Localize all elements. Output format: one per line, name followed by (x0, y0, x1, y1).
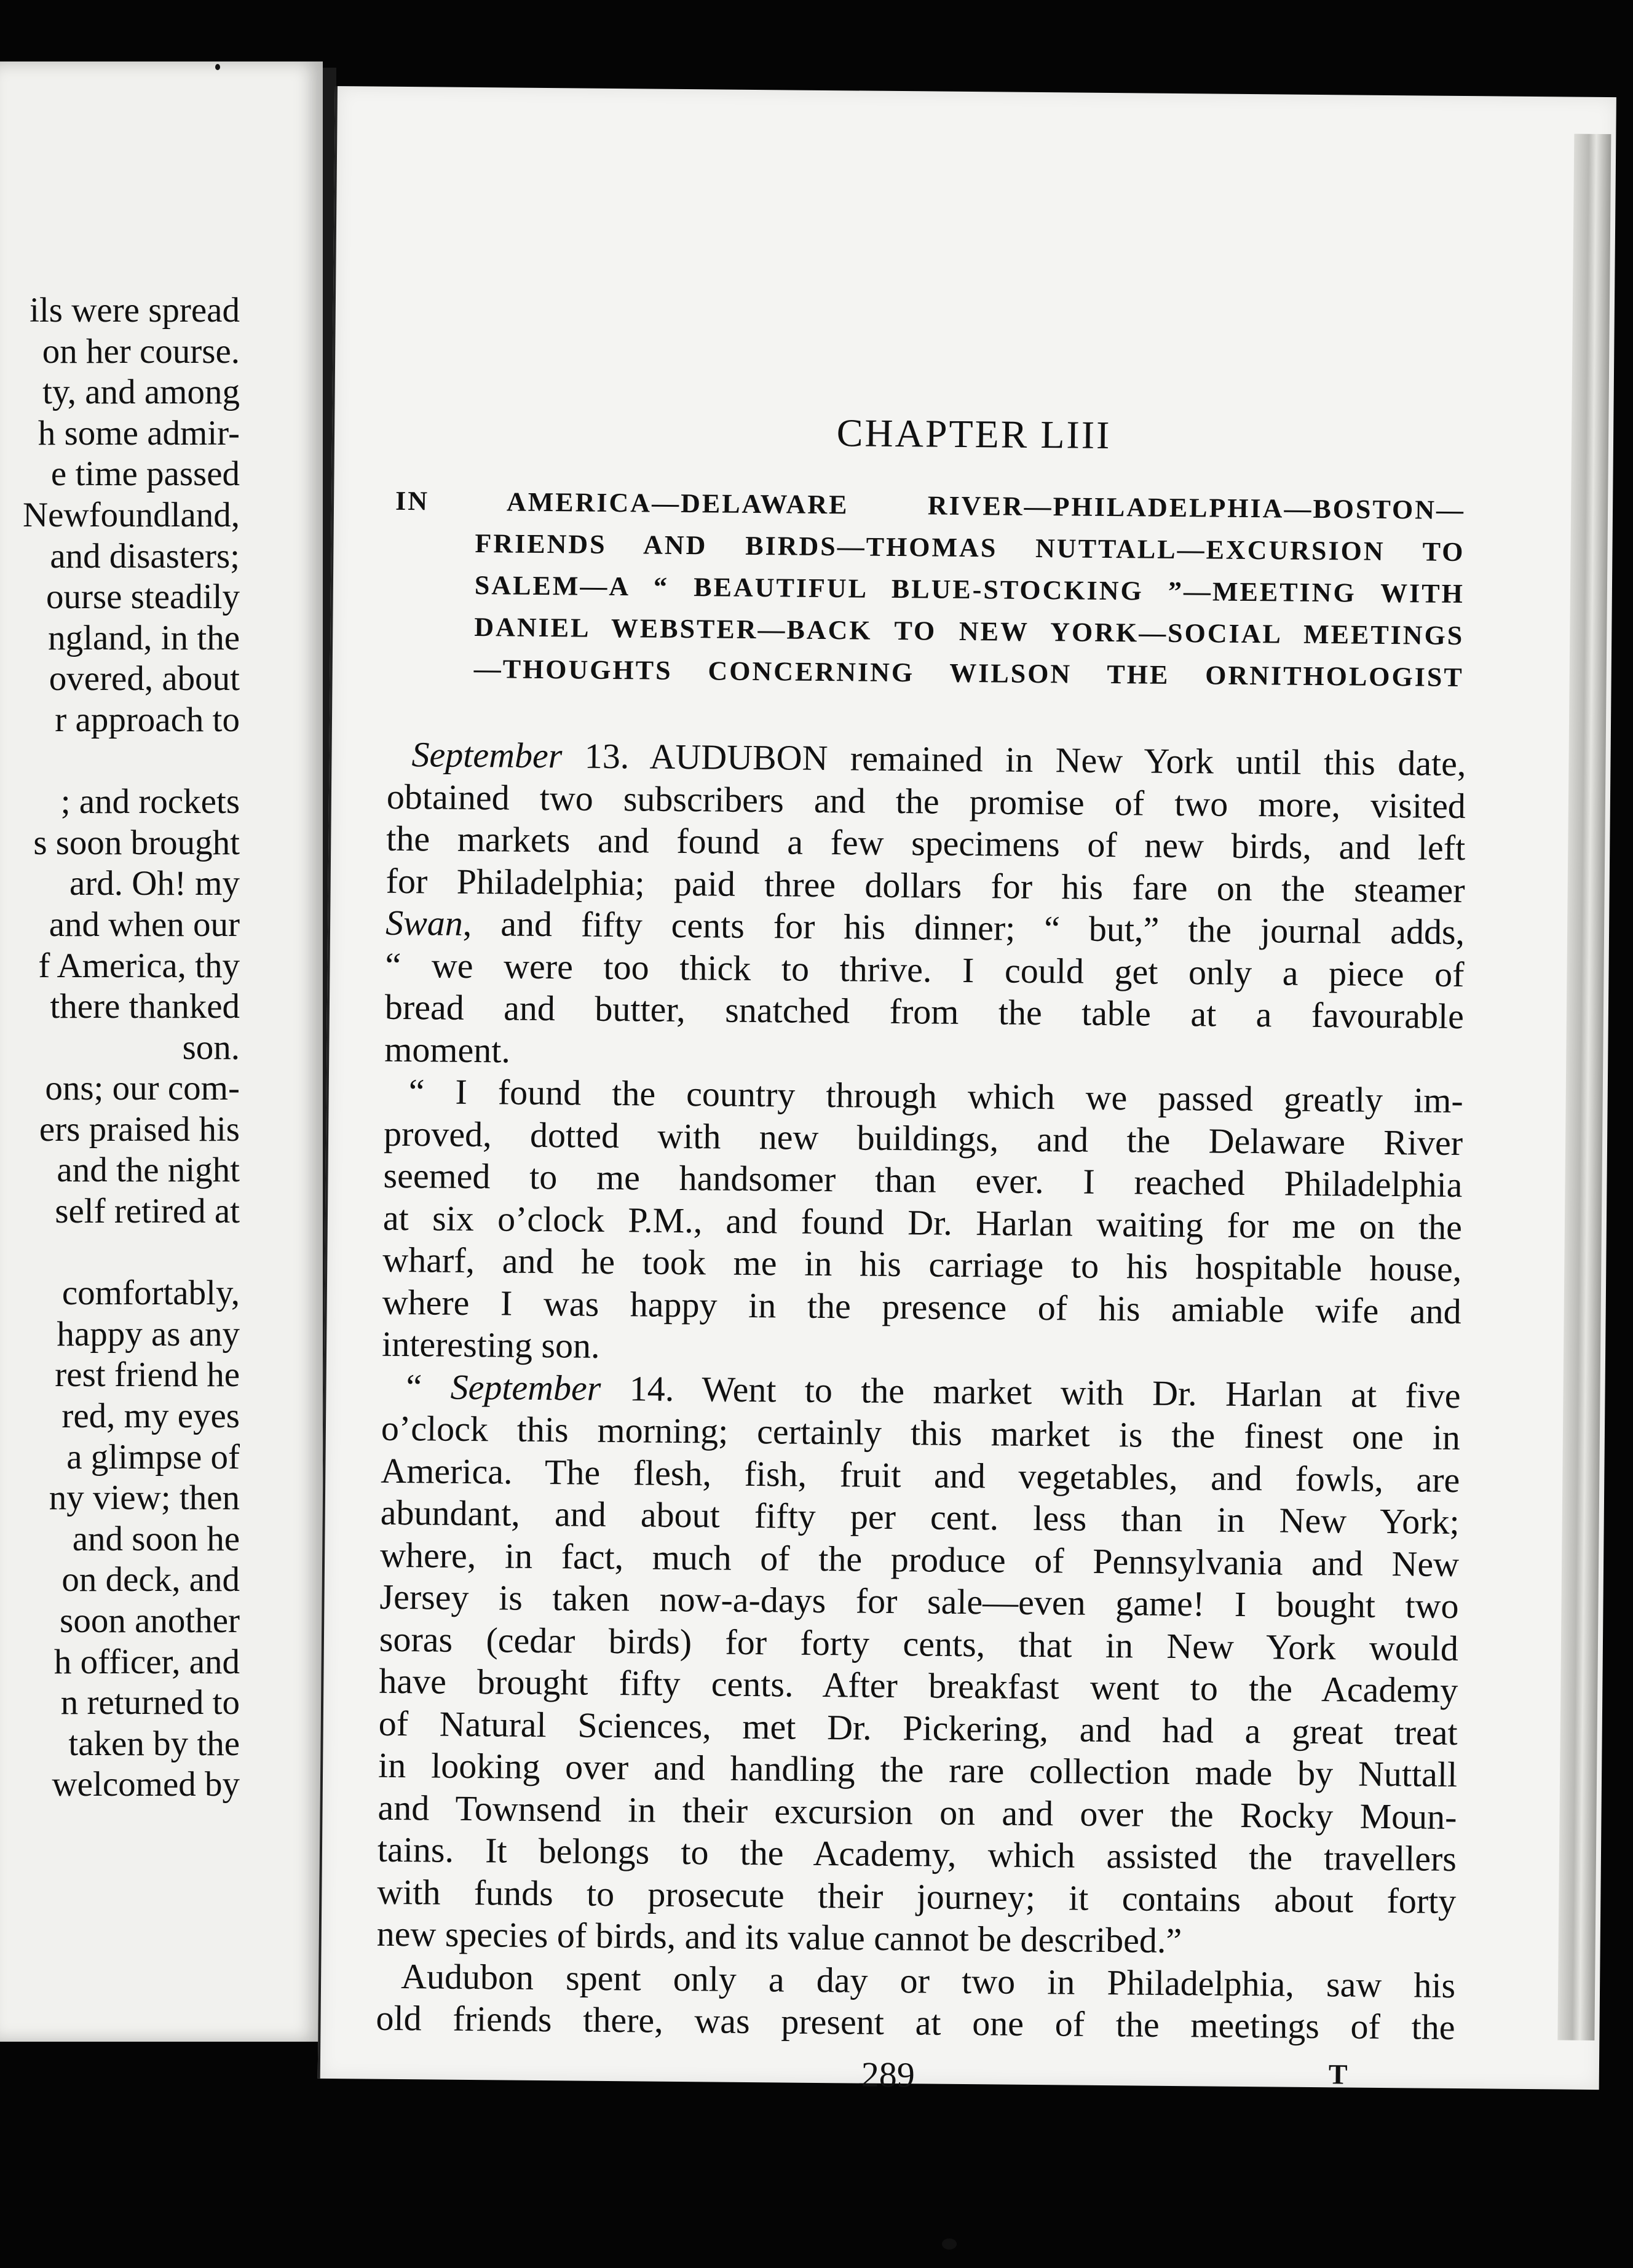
text-line: “ we were too thick to thrive. I could get only a piece of (385, 945, 1465, 994)
text-line: moment. (384, 1029, 511, 1071)
text-line: “ I found the country through which we passed greatly im- (408, 1071, 1463, 1121)
synopsis-line: SALEM—A “ BEAUTIFUL BLUE-STOCKING ”—MEETING WITH (474, 570, 1465, 609)
text-line: with funds to prosecute their journey; it contains about forty (377, 1871, 1457, 1921)
left-page-line: r approach to (55, 700, 240, 739)
dust-speck (942, 2238, 957, 2250)
left-page-line: ers praised his (39, 1109, 240, 1149)
text-line: in looking over and handling the rare collection made by Nuttall (378, 1745, 1458, 1795)
left-page-line: on her course. (42, 331, 240, 371)
text-line: bread and butter, snatched from the table at a favourable (384, 986, 1465, 1037)
text-line: tains. It belongs to the Academy, which assisted the travellers (377, 1829, 1457, 1879)
text-line: “ September 14. Went to the market with Dr. Harlan at five (406, 1366, 1461, 1416)
left-page-line: and soon he (72, 1519, 240, 1558)
paragraph (382, 1071, 1463, 1375)
text-line: and Townsend in their excursion on and over the Rocky Moun- (378, 1787, 1457, 1837)
text-line: interesting son. (381, 1323, 600, 1366)
text-line: soras (cedar birds) for forty cents, that in New York would (379, 1619, 1459, 1668)
left-page (0, 61, 323, 2042)
left-page-line: h some admir- (38, 413, 240, 453)
text-line: where, in fact, much of the produce of Pennsylvania and New (379, 1534, 1460, 1584)
left-page-line: taken by the (68, 1724, 240, 1763)
synopsis-line: FRIENDS AND BIRDS—THOMAS NUTTALL—EXCURSION TO (475, 528, 1465, 568)
left-page-line: ny view; then (49, 1478, 240, 1518)
left-page-line (0, 741, 323, 782)
text-line: new species of birds, and its value cannot be described.” (376, 1913, 1182, 1961)
synopsis-line: —THOUGHTS CONCERNING WILSON THE ORNITHOLOGIST (473, 654, 1464, 693)
left-page-line: and the night (57, 1151, 240, 1190)
text-line: September 13. AUDUBON remained in New York until this date, (411, 734, 1466, 784)
text-line: obtained two subscribers and the promise of two more, visited (386, 776, 1466, 826)
text-line: for Philadelphia; paid three dollars for his fare on the steamer (386, 860, 1465, 910)
left-page-line: ourse steadily (45, 577, 240, 617)
left-page-line: comfortably, (61, 1274, 240, 1313)
left-page-line: e time passed (50, 454, 240, 494)
paragraph (384, 734, 1466, 1080)
synopsis-line: DANIEL WEBSTER—BACK TO NEW YORK—SOCIAL MEETINGS (474, 612, 1465, 651)
left-page-line: welcomed by (52, 1765, 240, 1804)
left-page-line: f America, thy (38, 946, 240, 985)
paragraph (376, 1955, 1455, 2048)
left-page-line: ard. Oh! my (69, 864, 240, 903)
text-line: America. The flesh, fish, fruit and vegetables, and fowls, are (381, 1450, 1460, 1500)
text-line: at six o’clock P.M., and found Dr. Harlan waiting for me on the (382, 1197, 1463, 1247)
left-page-line: overed, about (49, 659, 240, 699)
left-page-line: ons; our com- (45, 1069, 240, 1108)
left-page-line: happy as any (57, 1314, 240, 1354)
text-line: the markets and found a few specimens of new birds, and left (386, 818, 1466, 868)
left-page-line: ty, and among (42, 373, 240, 412)
left-page-line: a glimpse of (66, 1437, 240, 1477)
body-text (376, 734, 1466, 2049)
text-line: Swan, and fifty cents for his dinner; “ but,” the journal adds, (385, 902, 1465, 953)
left-page-line: s soon brought (33, 823, 240, 862)
right-page (318, 86, 1616, 2095)
chapter-synopsis (393, 480, 1465, 699)
text-line: abundant, and about fifty per cent. less than in New York; (380, 1492, 1460, 1542)
text-line: where I was happy in the presence of his amiable wife and (382, 1282, 1461, 1331)
left-page-line: h officer, and (53, 1642, 240, 1681)
left-page-line: soon another (60, 1601, 240, 1640)
text-line: of Natural Sciences, met Dr. Pickering, and had a great treat (378, 1703, 1458, 1753)
dust-speck (215, 64, 220, 70)
left-page-line: and when our (49, 905, 240, 944)
text-line: o’clock this morning; certainly this market is the finest one in (381, 1408, 1461, 1458)
left-page-line: ; and rockets (60, 782, 240, 822)
left-page-line: on deck, and (61, 1560, 240, 1600)
synopsis-line: IN AMERICA—DELAWARE RIVER—PHILADELPHIA—BOSTON— (395, 485, 1466, 526)
left-page-line: and disasters; (50, 536, 240, 576)
left-page-line: rest friend he (55, 1355, 240, 1395)
page-number: 289 (861, 2054, 915, 2095)
text-line: wharf, and he took me in his carriage to his hospitable house, (382, 1239, 1462, 1290)
left-page-line: ils were spread (30, 291, 240, 330)
left-page-line: there thanked (50, 987, 240, 1026)
text-line: seemed to me handsomer than ever. I reached Philadelphia (383, 1155, 1463, 1205)
left-page-line: ngland, in the (48, 618, 240, 657)
left-page-line: n returned to (60, 1683, 240, 1723)
left-page-line (0, 1232, 323, 1274)
text-line: proved, dotted with new buildings, and the Delaware River (383, 1113, 1463, 1163)
left-page-line: self retired at (55, 1192, 240, 1231)
text-line: old friends there, was present at one of the meetings of the (376, 1997, 1455, 2048)
left-page-line: red, my eyes (61, 1397, 240, 1436)
text-line: have brought fifty cents. After breakfast went to the Academy (379, 1660, 1458, 1711)
text-line: Audubon spent only a day or two in Philadelphia, saw his (400, 1956, 1456, 2005)
left-page-text (0, 290, 323, 1806)
page-edge (1557, 134, 1611, 2040)
signature-mark: T (1328, 2058, 1348, 2090)
text-line: Jersey is taken now-a-days for sale—even game! I bought two (379, 1576, 1459, 1627)
left-page-line: Newfoundland, (23, 495, 240, 534)
paragraph (376, 1365, 1460, 1964)
left-page-line: son. (182, 1028, 240, 1067)
chapter-title: CHAPTER LIII (836, 411, 1112, 458)
